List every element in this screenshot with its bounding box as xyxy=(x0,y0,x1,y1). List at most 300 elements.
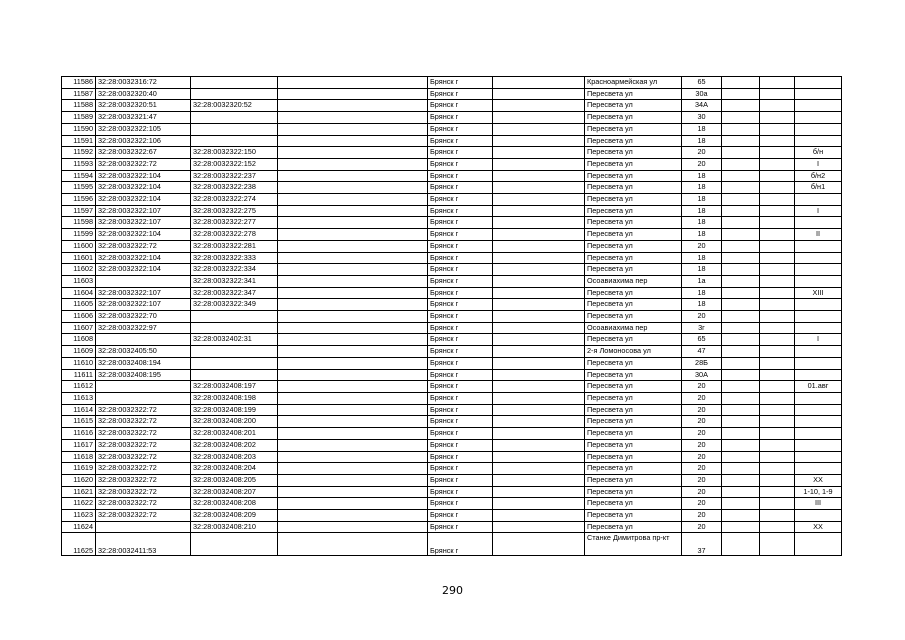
cell-city: Брянск г xyxy=(428,147,493,159)
cell-blank-column-4 xyxy=(760,182,795,194)
cell-city: Брянск г xyxy=(428,170,493,182)
cell-row-number: 11601 xyxy=(62,252,96,264)
cell-cadastral-number: 32:28:0032408:194 xyxy=(96,357,191,369)
cell-blank-column-4 xyxy=(760,428,795,440)
cell-blank-column-4 xyxy=(760,510,795,522)
cell-row-number: 11596 xyxy=(62,194,96,206)
cell-blank-column-4 xyxy=(760,88,795,100)
cell-linked-cadastral-number: 32:28:0032322:150 xyxy=(191,147,278,159)
cell-street: Пересвета ул xyxy=(585,486,682,498)
cell-row-number: 11613 xyxy=(62,392,96,404)
cell-room-number: 1-10, 1-9 xyxy=(795,486,842,498)
cell-linked-cadastral-number: 32:28:0032408:209 xyxy=(191,510,278,522)
cell-street: Пересвета ул xyxy=(585,439,682,451)
cell-room-number xyxy=(795,416,842,428)
cell-street: Пересвета ул xyxy=(585,135,682,147)
cell-room-number xyxy=(795,439,842,451)
cell-cadastral-number: 32:28:0032408:195 xyxy=(96,369,191,381)
cell-room-number xyxy=(795,346,842,358)
cell-street: Станке Димитрова пр-кт xyxy=(585,533,682,556)
cell-blank-column xyxy=(278,357,428,369)
table-row xyxy=(62,474,842,486)
cell-row-number: 11609 xyxy=(62,346,96,358)
cell-row-number: 11610 xyxy=(62,357,96,369)
cell-house-number: 20 xyxy=(682,158,722,170)
cell-linked-cadastral-number: 32:28:0032322:349 xyxy=(191,299,278,311)
cell-blank-column-4 xyxy=(760,486,795,498)
cell-blank-column-4 xyxy=(760,322,795,334)
cell-blank-column-3 xyxy=(722,510,760,522)
cell-blank-column-3 xyxy=(722,123,760,135)
cell-blank-column-2 xyxy=(493,346,585,358)
cell-cadastral-number: 32:28:0032322:104 xyxy=(96,229,191,241)
cell-house-number: 18 xyxy=(682,252,722,264)
cell-blank-column-4 xyxy=(760,533,795,556)
cell-blank-column-2 xyxy=(493,510,585,522)
cell-blank-column-3 xyxy=(722,299,760,311)
cell-blank-column-3 xyxy=(722,474,760,486)
cell-blank-column-4 xyxy=(760,217,795,229)
cell-blank-column-2 xyxy=(493,299,585,311)
cell-blank-column xyxy=(278,123,428,135)
cell-linked-cadastral-number xyxy=(191,533,278,556)
cell-cadastral-number xyxy=(96,521,191,533)
cell-blank-column-3 xyxy=(722,112,760,124)
cell-cadastral-number: 32:28:0032322:104 xyxy=(96,194,191,206)
table-row xyxy=(62,217,842,229)
cell-blank-column-3 xyxy=(722,322,760,334)
cell-cadastral-number: 32:28:0032316:72 xyxy=(96,77,191,89)
cell-linked-cadastral-number xyxy=(191,123,278,135)
cell-blank-column xyxy=(278,322,428,334)
cell-cadastral-number: 32:28:0032322:105 xyxy=(96,123,191,135)
cell-blank-column-3 xyxy=(722,439,760,451)
cell-blank-column-2 xyxy=(493,77,585,89)
cell-city: Брянск г xyxy=(428,229,493,241)
cell-city: Брянск г xyxy=(428,322,493,334)
cell-room-number xyxy=(795,275,842,287)
cell-linked-cadastral-number: 32:28:0032408:205 xyxy=(191,474,278,486)
cell-linked-cadastral-number xyxy=(191,357,278,369)
cell-linked-cadastral-number: 32:28:0032322:278 xyxy=(191,229,278,241)
cell-row-number: 11602 xyxy=(62,264,96,276)
cell-house-number: 20 xyxy=(682,392,722,404)
cell-blank-column-2 xyxy=(493,229,585,241)
cell-room-number: II xyxy=(795,229,842,241)
cell-city: Брянск г xyxy=(428,252,493,264)
table-row xyxy=(62,240,842,252)
cell-linked-cadastral-number: 32:28:0032322:341 xyxy=(191,275,278,287)
cell-row-number: 11624 xyxy=(62,521,96,533)
cell-cadastral-number: 32:28:0032405:50 xyxy=(96,346,191,358)
cell-blank-column-4 xyxy=(760,158,795,170)
cell-room-number: XX xyxy=(795,474,842,486)
cell-city: Брянск г xyxy=(428,217,493,229)
cell-room-number xyxy=(795,252,842,264)
cell-blank-column xyxy=(278,205,428,217)
cell-blank-column-4 xyxy=(760,252,795,264)
cell-linked-cadastral-number: 32:28:0032408:210 xyxy=(191,521,278,533)
cell-blank-column-2 xyxy=(493,112,585,124)
cell-house-number: 20 xyxy=(682,474,722,486)
cell-street: Пересвета ул xyxy=(585,217,682,229)
cell-blank-column-3 xyxy=(722,486,760,498)
cell-blank-column-2 xyxy=(493,135,585,147)
cell-linked-cadastral-number: 32:28:0032322:334 xyxy=(191,264,278,276)
cell-blank-column-4 xyxy=(760,357,795,369)
cell-house-number: 3г xyxy=(682,322,722,334)
cell-linked-cadastral-number: 32:28:0032322:281 xyxy=(191,240,278,252)
cell-street: Пересвета ул xyxy=(585,100,682,112)
cell-blank-column-4 xyxy=(760,299,795,311)
cell-city: Брянск г xyxy=(428,287,493,299)
cell-row-number: 11589 xyxy=(62,112,96,124)
cell-blank-column-4 xyxy=(760,194,795,206)
cell-blank-column-4 xyxy=(760,463,795,475)
cell-street: Пересвета ул xyxy=(585,264,682,276)
cell-room-number xyxy=(795,311,842,323)
cell-row-number: 11614 xyxy=(62,404,96,416)
cell-blank-column-2 xyxy=(493,463,585,475)
cell-blank-column-3 xyxy=(722,264,760,276)
cell-blank-column-2 xyxy=(493,170,585,182)
cell-blank-column-2 xyxy=(493,334,585,346)
page-number: 290 xyxy=(442,584,463,597)
cell-blank-column-2 xyxy=(493,498,585,510)
cell-blank-column xyxy=(278,404,428,416)
cell-blank-column xyxy=(278,346,428,358)
cell-blank-column-2 xyxy=(493,275,585,287)
cell-blank-column-3 xyxy=(722,346,760,358)
cell-blank-column-2 xyxy=(493,100,585,112)
cell-linked-cadastral-number: 32:28:0032322:277 xyxy=(191,217,278,229)
cell-street: Пересвета ул xyxy=(585,205,682,217)
cell-linked-cadastral-number: 32:28:0032402:31 xyxy=(191,334,278,346)
table-row xyxy=(62,264,842,276)
cell-cadastral-number xyxy=(96,275,191,287)
cell-cadastral-number: 32:28:0032322:107 xyxy=(96,205,191,217)
cell-blank-column xyxy=(278,158,428,170)
cell-blank-column-3 xyxy=(722,135,760,147)
cell-room-number xyxy=(795,123,842,135)
cell-cadastral-number: 32:28:0032322:67 xyxy=(96,147,191,159)
cell-room-number xyxy=(795,88,842,100)
cell-blank-column xyxy=(278,311,428,323)
cell-blank-column-2 xyxy=(493,123,585,135)
cell-row-number: 11603 xyxy=(62,275,96,287)
cell-linked-cadastral-number: 32:28:0032408:201 xyxy=(191,428,278,440)
cell-city: Брянск г xyxy=(428,135,493,147)
cell-house-number: 47 xyxy=(682,346,722,358)
cell-blank-column xyxy=(278,135,428,147)
cell-street: Пересвета ул xyxy=(585,112,682,124)
cell-row-number: 11594 xyxy=(62,170,96,182)
cell-city: Брянск г xyxy=(428,498,493,510)
cell-house-number: 65 xyxy=(682,77,722,89)
cell-city: Брянск г xyxy=(428,299,493,311)
cell-room-number: XX xyxy=(795,521,842,533)
cell-city: Брянск г xyxy=(428,88,493,100)
cell-linked-cadastral-number: 32:28:0032408:207 xyxy=(191,486,278,498)
table-row xyxy=(62,275,842,287)
cell-linked-cadastral-number: 32:28:0032322:275 xyxy=(191,205,278,217)
cell-blank-column xyxy=(278,147,428,159)
cell-house-number: 20 xyxy=(682,451,722,463)
cell-street: Пересвета ул xyxy=(585,510,682,522)
cell-row-number: 11606 xyxy=(62,311,96,323)
cell-linked-cadastral-number: 32:28:0032408:208 xyxy=(191,498,278,510)
cell-city: Брянск г xyxy=(428,275,493,287)
cell-house-number: 18 xyxy=(682,229,722,241)
cell-room-number: I xyxy=(795,205,842,217)
cell-blank-column-3 xyxy=(722,229,760,241)
cell-blank-column-4 xyxy=(760,147,795,159)
cell-blank-column-3 xyxy=(722,240,760,252)
cell-cadastral-number: 32:28:0032322:72 xyxy=(96,428,191,440)
cell-row-number: 11608 xyxy=(62,334,96,346)
table-row xyxy=(62,147,842,159)
cell-blank-column-3 xyxy=(722,381,760,393)
table-row xyxy=(62,498,842,510)
cell-cadastral-number: 32:28:0032322:97 xyxy=(96,322,191,334)
cell-linked-cadastral-number: 32:28:0032322:274 xyxy=(191,194,278,206)
cell-blank-column-4 xyxy=(760,521,795,533)
cell-blank-column-3 xyxy=(722,170,760,182)
cell-blank-column xyxy=(278,381,428,393)
cell-blank-column xyxy=(278,264,428,276)
cell-row-number: 11604 xyxy=(62,287,96,299)
cell-cadastral-number xyxy=(96,381,191,393)
cell-blank-column xyxy=(278,463,428,475)
cell-blank-column-2 xyxy=(493,252,585,264)
table-row xyxy=(62,322,842,334)
cell-street: Пересвета ул xyxy=(585,311,682,323)
cell-row-number: 11612 xyxy=(62,381,96,393)
cell-blank-column-2 xyxy=(493,158,585,170)
table-body xyxy=(62,77,842,556)
cell-cadastral-number: 32:28:0032322:72 xyxy=(96,463,191,475)
cell-blank-column-2 xyxy=(493,474,585,486)
table-row xyxy=(62,112,842,124)
cell-cadastral-number: 32:28:0032322:107 xyxy=(96,287,191,299)
cell-room-number xyxy=(795,217,842,229)
cell-blank-column xyxy=(278,170,428,182)
cell-house-number: 18 xyxy=(682,287,722,299)
cell-blank-column-2 xyxy=(493,486,585,498)
cell-city: Брянск г xyxy=(428,428,493,440)
cell-blank-column-4 xyxy=(760,416,795,428)
cell-row-number: 11598 xyxy=(62,217,96,229)
cell-row-number: 11588 xyxy=(62,100,96,112)
cell-blank-column xyxy=(278,275,428,287)
cell-street: Пересвета ул xyxy=(585,521,682,533)
cell-linked-cadastral-number: 32:28:0032408:198 xyxy=(191,392,278,404)
cell-cadastral-number: 32:28:0032322:106 xyxy=(96,135,191,147)
cell-room-number xyxy=(795,510,842,522)
cell-cadastral-number xyxy=(96,334,191,346)
cell-row-number: 11593 xyxy=(62,158,96,170)
cell-room-number xyxy=(795,369,842,381)
cell-city: Брянск г xyxy=(428,463,493,475)
cell-city: Брянск г xyxy=(428,194,493,206)
cell-house-number: 20 xyxy=(682,439,722,451)
cell-room-number xyxy=(795,194,842,206)
cell-blank-column-2 xyxy=(493,205,585,217)
cell-street: Пересвета ул xyxy=(585,158,682,170)
cell-linked-cadastral-number: 32:28:0032408:200 xyxy=(191,416,278,428)
cell-blank-column-3 xyxy=(722,100,760,112)
cell-room-number: I xyxy=(795,158,842,170)
cell-street: Пересвета ул xyxy=(585,474,682,486)
cell-blank-column-4 xyxy=(760,240,795,252)
table-row xyxy=(62,123,842,135)
cell-house-number: 20 xyxy=(682,486,722,498)
cell-cadastral-number: 32:28:0032322:72 xyxy=(96,404,191,416)
cell-city: Брянск г xyxy=(428,533,493,556)
cell-cadastral-number: 32:28:0032322:72 xyxy=(96,451,191,463)
cell-blank-column-4 xyxy=(760,264,795,276)
table-row xyxy=(62,229,842,241)
cell-linked-cadastral-number xyxy=(191,311,278,323)
cell-blank-column xyxy=(278,392,428,404)
cell-linked-cadastral-number: 32:28:0032322:238 xyxy=(191,182,278,194)
cell-city: Брянск г xyxy=(428,392,493,404)
cell-cadastral-number xyxy=(96,392,191,404)
cell-blank-column-2 xyxy=(493,428,585,440)
cell-row-number: 11595 xyxy=(62,182,96,194)
cell-linked-cadastral-number: 32:28:0032322:347 xyxy=(191,287,278,299)
cell-blank-column xyxy=(278,194,428,206)
cell-street: 2-я Ломоносова ул xyxy=(585,346,682,358)
cell-blank-column xyxy=(278,416,428,428)
cell-blank-column-2 xyxy=(493,88,585,100)
cell-room-number: 01.авг xyxy=(795,381,842,393)
cell-blank-column-4 xyxy=(760,170,795,182)
cell-street: Пересвета ул xyxy=(585,428,682,440)
cell-city: Брянск г xyxy=(428,77,493,89)
cell-row-number: 11619 xyxy=(62,463,96,475)
table-row xyxy=(62,299,842,311)
cell-room-number xyxy=(795,451,842,463)
cell-blank-column xyxy=(278,77,428,89)
cell-linked-cadastral-number: 32:28:0032322:152 xyxy=(191,158,278,170)
cell-blank-column-2 xyxy=(493,311,585,323)
cell-room-number xyxy=(795,533,842,556)
cell-cadastral-number: 32:28:0032322:104 xyxy=(96,170,191,182)
table-row xyxy=(62,521,842,533)
cell-street: Пересвета ул xyxy=(585,229,682,241)
cell-blank-column-3 xyxy=(722,158,760,170)
cell-cadastral-number: 32:28:0032321:47 xyxy=(96,112,191,124)
cell-street: Пересвета ул xyxy=(585,194,682,206)
table-row xyxy=(62,77,842,89)
cell-row-number: 11617 xyxy=(62,439,96,451)
cell-room-number xyxy=(795,100,842,112)
cell-cadastral-number: 32:28:0032322:70 xyxy=(96,311,191,323)
cell-room-number xyxy=(795,322,842,334)
cell-house-number: 20 xyxy=(682,463,722,475)
cell-street: Осоавиахима пер xyxy=(585,322,682,334)
cell-blank-column-4 xyxy=(760,369,795,381)
cell-row-number: 11621 xyxy=(62,486,96,498)
cell-house-number: 20 xyxy=(682,147,722,159)
cell-linked-cadastral-number: 32:28:0032408:202 xyxy=(191,439,278,451)
cell-street: Пересвета ул xyxy=(585,463,682,475)
cell-city: Брянск г xyxy=(428,182,493,194)
cell-row-number: 11605 xyxy=(62,299,96,311)
cell-blank-column-2 xyxy=(493,369,585,381)
cell-linked-cadastral-number: 32:28:0032408:199 xyxy=(191,404,278,416)
cell-blank-column-4 xyxy=(760,135,795,147)
cell-linked-cadastral-number xyxy=(191,88,278,100)
cell-blank-column-4 xyxy=(760,100,795,112)
cell-blank-column-4 xyxy=(760,346,795,358)
cell-blank-column-4 xyxy=(760,451,795,463)
cell-city: Брянск г xyxy=(428,486,493,498)
table-row xyxy=(62,182,842,194)
cell-blank-column-3 xyxy=(722,275,760,287)
cell-blank-column-3 xyxy=(722,287,760,299)
table-row xyxy=(62,170,842,182)
cell-room-number: б/н xyxy=(795,147,842,159)
cell-house-number: 20 xyxy=(682,381,722,393)
cell-city: Брянск г xyxy=(428,451,493,463)
cell-street: Пересвета ул xyxy=(585,357,682,369)
cell-blank-column-3 xyxy=(722,428,760,440)
cell-row-number: 11591 xyxy=(62,135,96,147)
cell-blank-column-3 xyxy=(722,416,760,428)
cell-street: Пересвета ул xyxy=(585,147,682,159)
cell-street: Осоавиахима пер xyxy=(585,275,682,287)
cell-cadastral-number: 32:28:0032322:72 xyxy=(96,416,191,428)
cell-blank-column xyxy=(278,510,428,522)
cell-blank-column-3 xyxy=(722,311,760,323)
cell-blank-column-4 xyxy=(760,334,795,346)
cell-linked-cadastral-number: 32:28:0032320:52 xyxy=(191,100,278,112)
cell-blank-column xyxy=(278,334,428,346)
cell-blank-column-2 xyxy=(493,404,585,416)
cell-city: Брянск г xyxy=(428,404,493,416)
cell-city: Брянск г xyxy=(428,346,493,358)
cell-city: Брянск г xyxy=(428,123,493,135)
cell-linked-cadastral-number xyxy=(191,135,278,147)
cell-blank-column-4 xyxy=(760,77,795,89)
cell-blank-column-2 xyxy=(493,357,585,369)
cell-blank-column-4 xyxy=(760,112,795,124)
cell-street: Красноармейская ул xyxy=(585,77,682,89)
cell-cadastral-number: 32:28:0032320:51 xyxy=(96,100,191,112)
cell-room-number xyxy=(795,240,842,252)
cell-street: Пересвета ул xyxy=(585,88,682,100)
table-row xyxy=(62,428,842,440)
cell-blank-column-3 xyxy=(722,451,760,463)
table-row xyxy=(62,252,842,264)
cell-house-number: 20 xyxy=(682,521,722,533)
cell-row-number: 11590 xyxy=(62,123,96,135)
table-row xyxy=(62,334,842,346)
cell-linked-cadastral-number: 32:28:0032408:204 xyxy=(191,463,278,475)
table-row xyxy=(62,439,842,451)
cell-linked-cadastral-number xyxy=(191,322,278,334)
cell-room-number xyxy=(795,428,842,440)
cell-blank-column-4 xyxy=(760,439,795,451)
cell-blank-column-4 xyxy=(760,123,795,135)
cell-blank-column-2 xyxy=(493,240,585,252)
cell-blank-column-2 xyxy=(493,217,585,229)
cell-house-number: 18 xyxy=(682,194,722,206)
cell-blank-column-4 xyxy=(760,404,795,416)
cell-house-number: 18 xyxy=(682,205,722,217)
